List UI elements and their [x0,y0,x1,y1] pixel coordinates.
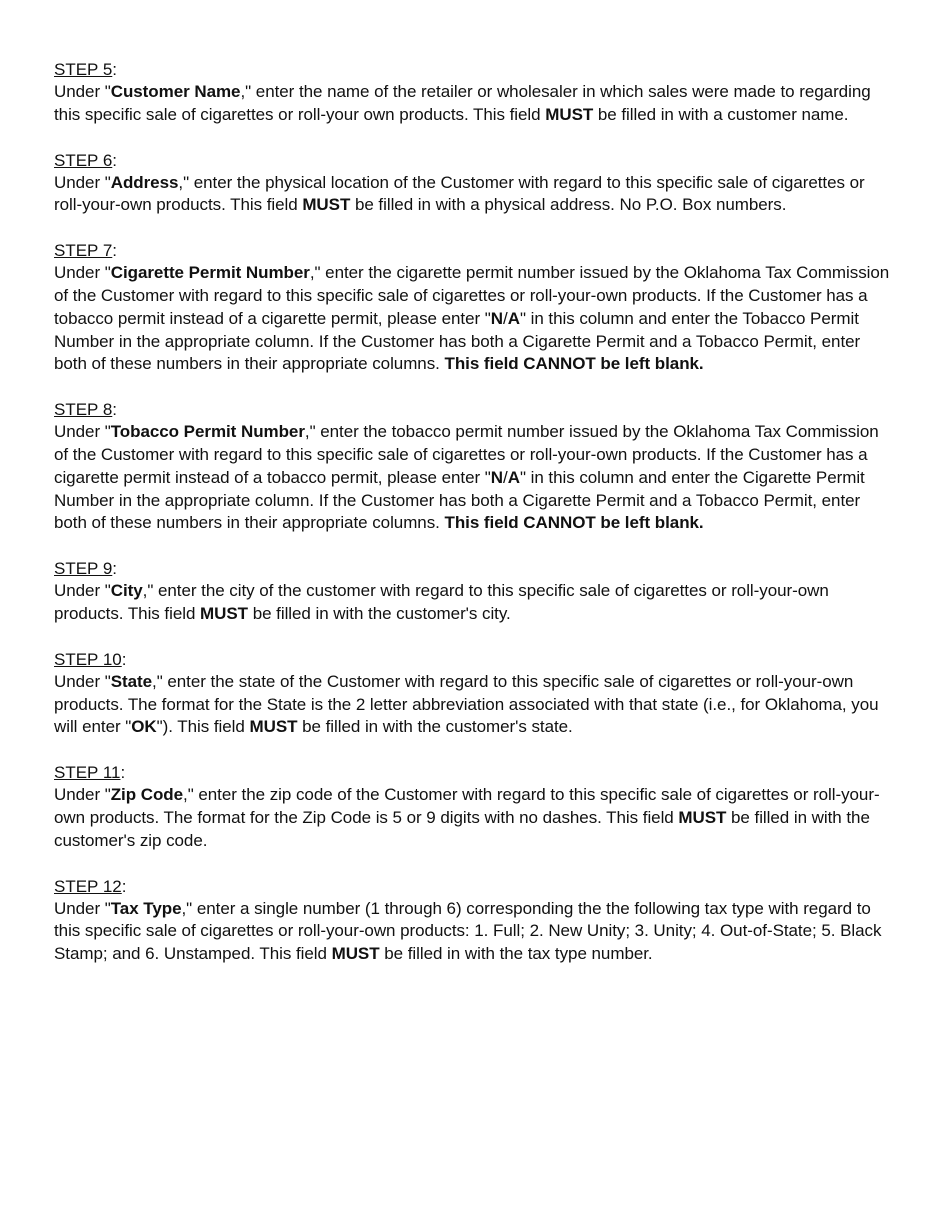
emphasized-text: A [507,467,520,487]
emphasized-text: MUST [545,104,594,124]
emphasized-text: This field CANNOT be left blank. [444,354,704,374]
emphasized-text: City [110,581,143,601]
step-section [54,761,890,852]
step-label-colon: : [112,241,118,261]
body-text: / [503,308,508,328]
body-text: Under " [54,172,111,192]
step-label-colon: : [112,400,118,420]
step-section [54,149,890,218]
step-heading [54,557,890,580]
body-text: "). This field [156,717,250,737]
body-text: ," enter the city of the customer with regard to this specific sale of cigarettes or roll-your-own products. This field [54,581,829,623]
body-text: be filled in with a physical address. No P.O. Box numbers. [350,195,787,215]
step-section [54,58,890,127]
step-heading [54,149,890,172]
step-body [54,898,890,966]
step-label: STEP 8 [54,400,113,420]
emphasized-text: N [490,467,504,487]
step-label-colon: : [120,763,126,783]
step-label: STEP 12 [54,876,122,896]
body-text: Under " [54,82,111,101]
body-text: be filled in with the customer's state. [297,717,573,737]
body-text: be filled in with the tax type number. [379,944,653,964]
emphasized-text: Tobacco Permit Number [110,422,305,442]
step-label-colon: : [112,559,118,579]
emphasized-text: Tax Type [110,898,182,918]
step-label: STEP 11 [54,763,121,783]
step-body [54,262,890,376]
emphasized-text: State [110,671,153,691]
step-body [54,81,890,127]
step-heading [54,761,890,784]
instructions-page [54,58,890,988]
step-section [54,557,890,626]
body-text: / [503,467,508,487]
body-text: Under " [54,422,111,442]
step-label: STEP 9 [54,559,113,579]
step-body [54,784,890,852]
step-label: STEP 6 [54,150,113,170]
body-text: " in this column and enter the Tobacco Permit Number in the appropriate column. If the Customer has both a Cigarette Permit and a Tobacco Permit, enter both of these numbers in their appropriate columns. [54,308,861,374]
body-text: Under " [54,785,111,805]
step-label-colon: : [112,60,118,79]
body-text: Under " [54,898,111,918]
emphasized-text: This field CANNOT be left blank. [444,513,704,533]
step-heading [54,239,890,262]
body-text: ," enter the tobacco permit number issued by the Oklahoma Tax Commission of the Customer with regard to this specific sale of cigarettes or roll-your-own products. If the Customer has a cigarette permit instead of a tobacco permit, please enter " [54,422,879,487]
body-text: ," enter the cigarette permit number issued by the Oklahoma Tax Commission of the Customer with regard to this specific sale of cigarettes or roll-your-own products. If the Customer has a tobacco permit instead of a cigarette permit, please enter " [54,263,890,328]
step-section [54,648,890,739]
step-heading [54,648,890,671]
step-label-colon: : [121,876,127,896]
body-text: ," enter the zip code of the Customer with regard to this specific sale of cigarettes or roll-your-own products. The format for the Zip Code is 5 or 9 digits with no dashes. This field [54,785,880,827]
body-text: be filled in with the customer's city. [248,603,511,623]
body-text: ," enter the state of the Customer with regard to this specific sale of cigarettes or roll-your-own products. The format for the State is the 2 letter abbreviation associated with that state (i.e., for Oklahoma, you will enter " [54,671,879,737]
step-heading [54,875,890,898]
body-text: ," enter a single number (1 through 6) corresponding the the following tax type with regard to this specific sale of cigarettes or roll-your-own products: 1. Full; 2. New Unity; 3. Unity; 4. Out-of-State; 5. Black Stamp; and 6. Unstamped. This field [54,898,882,964]
emphasized-text: A [507,308,520,328]
step-heading [54,58,890,81]
body-text: ," enter the physical location of the Customer with regard to this specific sale of cigarettes or roll-your-own products. This field [54,172,865,215]
step-label: STEP 10 [54,649,122,669]
step-label: STEP 7 [54,241,113,261]
step-section [54,239,890,376]
step-body [54,580,890,626]
emphasized-text: MUST [678,807,727,827]
emphasized-text: MUST [200,603,249,623]
step-label: STEP 5 [54,60,113,79]
emphasized-text: MUST [331,944,380,964]
step-label-colon: : [121,649,127,669]
emphasized-text: Address [110,172,179,192]
step-heading [54,398,890,421]
emphasized-text: MUST [249,717,298,737]
step-body [54,172,890,218]
body-text: ," enter the name of the retailer or wholesaler in which sales were made to regarding this specific sale of cigarettes or roll-your own products. This field [54,82,871,124]
body-text: be filled in with the customer's zip code. [54,807,870,850]
emphasized-text: Zip Code [110,785,184,805]
body-text: Under " [54,263,111,283]
body-text: Under " [54,581,111,601]
body-text: Under " [54,671,111,691]
step-section [54,875,890,966]
step-section [54,398,890,535]
emphasized-text: Customer Name [110,82,241,101]
emphasized-text: OK [131,717,157,737]
body-text: " in this column and enter the Cigarette Permit Number in the appropriate column. If the Customer has both a Cigarette Permit and a Tobacco Permit, enter both of these numbers in their appropriate columns. [54,467,865,533]
body-text: be filled in with a customer name. [593,104,849,124]
emphasized-text: N [490,308,504,328]
emphasized-text: MUST [302,195,351,215]
emphasized-text: Cigarette Permit Number [110,263,310,283]
step-body [54,421,890,535]
step-body [54,671,890,739]
step-label-colon: : [112,150,118,170]
